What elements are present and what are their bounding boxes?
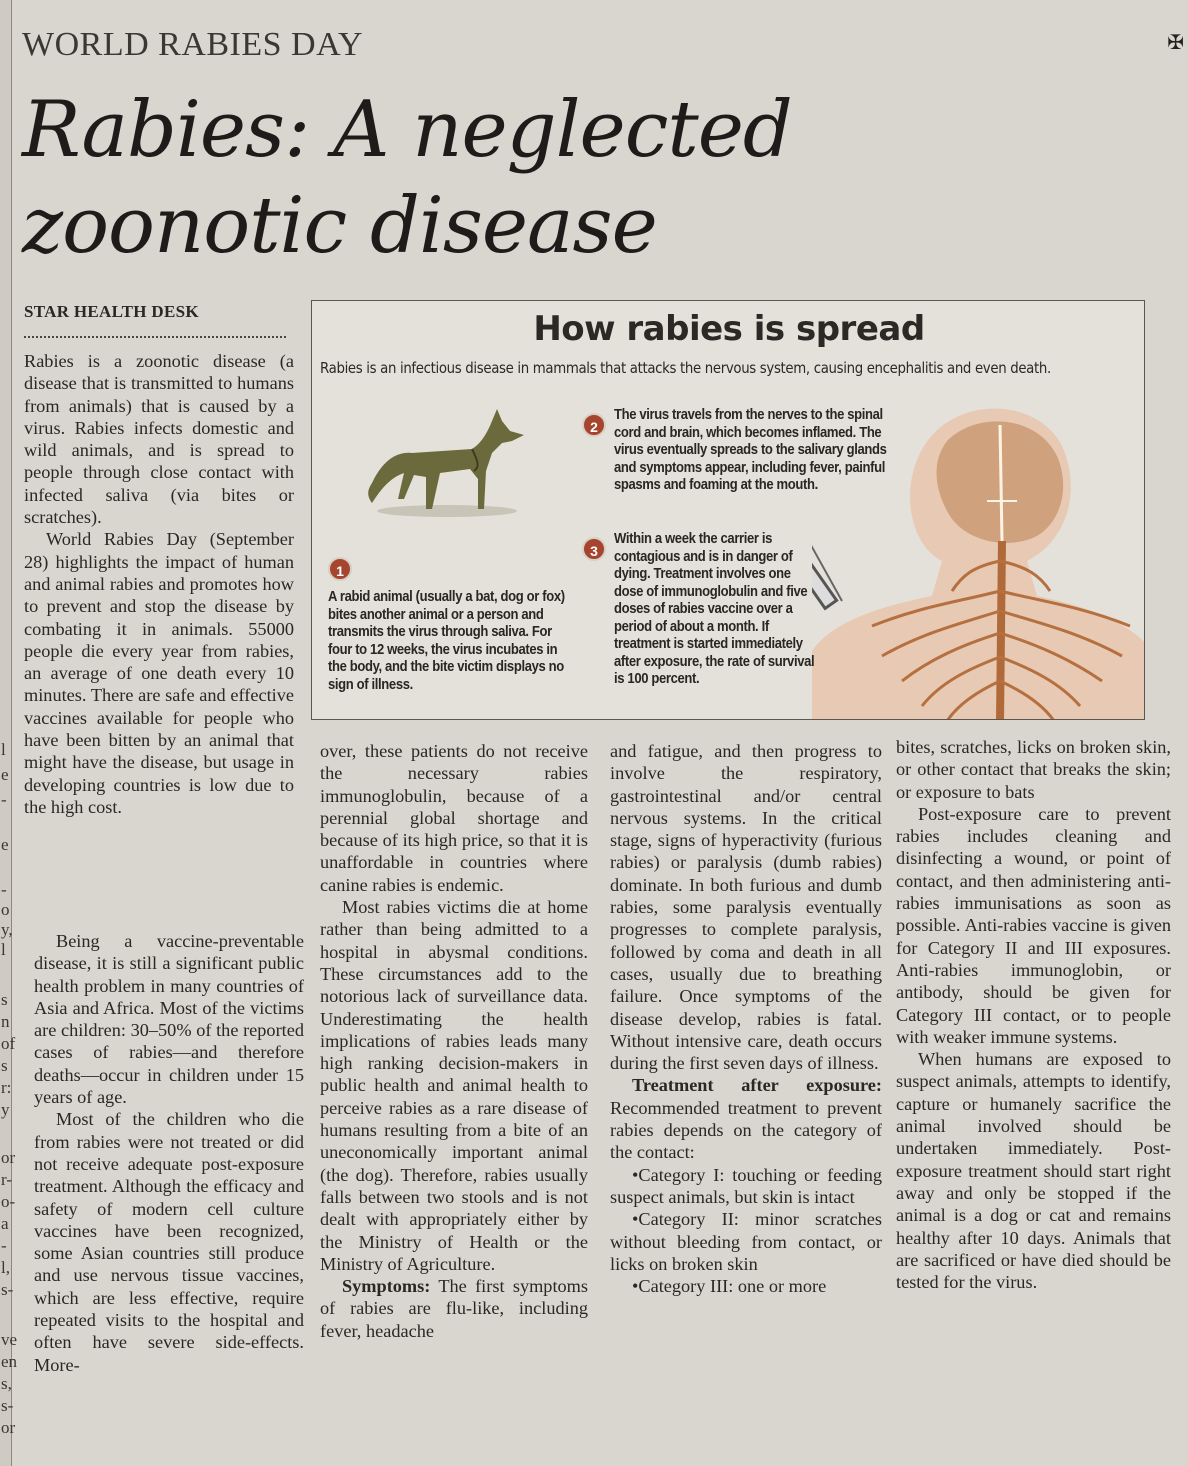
infographic-subtitle: Rabies is an infectious disease in mammals that attacks the nervous system, causing encephalitis and even death. bbox=[320, 359, 1051, 377]
paragraph: World Rabies Day (September 28) highlights the impact of human and animal rabies and promotes how to prevent and stop the disease by combating it in animals. 55000 people die every year from rabies, an average of one death every 10 minutes. There are safe and effective vaccines available for people who have been bitten by an animal that might have the disease, but usage in developing countries is low due to the high cost. bbox=[24, 529, 294, 817]
article-column-3 bbox=[610, 740, 882, 1297]
adjacent-column-fragment: y bbox=[1, 1100, 10, 1119]
paragraph: over, these patients do not receive the necessary rabies immunoglobulin, because of a perennial global shortage and because of its high price, so that it is unaffordable in countries where canine rabies is endemic. bbox=[320, 741, 588, 895]
byline-divider bbox=[24, 336, 286, 338]
adjacent-column-fragment: s, bbox=[1, 1374, 12, 1393]
adjacent-column-fragment: l bbox=[1, 940, 6, 959]
adjacent-column-fragment: s- bbox=[1, 1396, 14, 1415]
adjacent-column-fragment: e bbox=[1, 835, 9, 854]
paragraph: Most of the children who die from rabies were not treated or did not receive adequate post-exposure treatment. Although the efficacy and safety of modern cell culture vaccines have been recognized, some Asian countries still produce and use nervous tissue vaccines, which are less effective, require repeated visits to the hospital and often have severe side-effects. More- bbox=[34, 1109, 304, 1375]
adjacent-column-fragment: l, bbox=[1, 1258, 10, 1277]
step-1-text: A rabid animal (usually a bat, dog or fox) bites another animal or a person and transmits the virus through saliva. For four to 12 weeks, the virus incubates in the body, and the bite victim displays no sign of illness. bbox=[328, 589, 565, 693]
section-kicker: WORLD RABIES DAY bbox=[22, 26, 364, 63]
step-2-text: The virus travels from the nerves to the spinal cord and brain, which becomes inflamed. The virus eventually spreads to the salivary glands and symptoms appear, including fever, painful spasms and foaming at the mouth. bbox=[614, 407, 887, 493]
treatment-subhead: Treatment after exposure: bbox=[632, 1075, 882, 1096]
infographic-box bbox=[311, 300, 1145, 720]
paragraph: Being a vaccine-preventable disease, it is still a significant public health problem in many countries of Asia and Africa. Most of the victims are children: 30–50% of the reported cases of rabies—and therefore deaths—occur in children under 15 years of age. bbox=[34, 931, 304, 1108]
paragraph: Rabies is a zoonotic disease (a disease that is transmitted to humans from animals) that is caused by a virus. Rabies infects domestic and wild animals, and is spread to people through close contact with infected saliva (via bites or scratches). bbox=[24, 351, 294, 528]
adjacent-column-fragment: e bbox=[1, 765, 9, 784]
paragraph-text: Recommended treatment to prevent rabies depends on the category of the contact: bbox=[610, 1097, 882, 1163]
adjacent-column-fragment: en bbox=[1, 1352, 18, 1371]
headline-line-1: Rabies: A neglected bbox=[22, 85, 792, 175]
paragraph-text: The first symptoms of rabies are flu-like, including fever, headache bbox=[320, 1276, 588, 1341]
headline bbox=[22, 82, 1022, 274]
adjacent-column-fragment: a bbox=[1, 1214, 9, 1233]
adjacent-column-fragment: or bbox=[1, 1418, 16, 1437]
headline-line-2: zoonotic disease bbox=[22, 181, 657, 271]
paragraph: bites, scratches, licks on broken skin, or other contact that breaks the skin; or exposure to bats bbox=[896, 737, 1171, 802]
category-2-item: •Category II: minor scratches without bleeding from contact, or licks on broken skin bbox=[610, 1209, 882, 1274]
article-column-4 bbox=[896, 736, 1171, 1293]
adjacent-column-fragment: o- bbox=[1, 1192, 16, 1211]
paragraph: Most rabies victims die at home rather than being admitted to a hospital in abysmal conditions. These circumstances add to the notorious lack of surveillance data. Underestimating the health implications of rabies leads many high ranking decision-makers in public health and animal health to perceive rabies as a rare disease of humans resulting from a bite of an uneconomically important animal (the dog). Therefore, rabies usually falls between two stools and is not dealt with appropriately either by the Ministry of Health or the Ministry of Agriculture. bbox=[320, 897, 588, 1274]
symptoms-subhead: Symptoms: bbox=[342, 1276, 431, 1297]
adjacent-column-fragment: s- bbox=[1, 1280, 14, 1299]
adjacent-column-fragment: o bbox=[1, 900, 10, 919]
adjacent-column-fragment: of bbox=[1, 1034, 16, 1053]
adjacent-column-fragment: r- bbox=[1, 1170, 12, 1189]
article-column-1 bbox=[24, 350, 294, 818]
adjacent-column-fragment: y, bbox=[1, 920, 13, 939]
paragraph: and fatigue, and then progress to involve the respiratory, gastrointestinal and/or central nervous systems. In the critical stage, signs of hyperactivity (furious rabies) or paralysis (dumb rabies) dominate. In both furious and dumb rabies, some paralysis eventually progresses to complete paralysis, followed by coma and death in all cases, usually due to breathing failure. Once symptoms of the disease develop, rabies is fatal. Without intensive care, death occurs during the first seven days of illness. bbox=[610, 741, 882, 1074]
byline: STAR HEALTH DESK bbox=[24, 302, 199, 321]
adjacent-column-fragment: - bbox=[1, 790, 7, 809]
step-1-badge: 1 bbox=[328, 557, 352, 581]
category-1-item: •Category I: touching or feeding suspect animals, but skin is intact bbox=[610, 1164, 882, 1207]
article-column-2 bbox=[320, 740, 588, 1342]
paragraph: When humans are exposed to suspect animals, attempts to identify, capture or humanely sacrifice the animal involved should be undertaken immediately. Post-exposure treatment should start right away and only be stopped if the animal is a dog or cat and remains healthy after 10 days. Animals that are sacrificed or have died should be tested for the virus. bbox=[896, 1049, 1171, 1293]
adjacent-column-fragment: - bbox=[1, 1236, 7, 1255]
adjacent-column-fragments bbox=[0, 0, 18, 1466]
page-corner-mark: ✠ bbox=[1167, 32, 1184, 54]
adjacent-column-fragment: n bbox=[1, 1012, 10, 1031]
adjacent-column-fragment: l bbox=[1, 740, 6, 759]
paragraph bbox=[320, 1275, 588, 1342]
infographic-title: How rabies is spread bbox=[533, 309, 925, 349]
adjacent-column-fragment: s bbox=[1, 990, 8, 1009]
paragraph bbox=[610, 1074, 882, 1163]
category-3-item: •Category III: one or more bbox=[632, 1276, 827, 1297]
adjacent-column-fragment: or bbox=[1, 1148, 16, 1167]
adjacent-column-fragment: - bbox=[1, 880, 7, 899]
adjacent-column-fragment: r: bbox=[1, 1078, 12, 1097]
fox-illustration bbox=[352, 391, 532, 521]
adjacent-column-fragment: s bbox=[1, 1056, 8, 1075]
step-3-badge: 3 bbox=[582, 537, 606, 561]
step-2-badge: 2 bbox=[582, 413, 606, 437]
step-3-text: Within a week the carrier is contagious and is in danger of dying. Treatment involves one dose of immunoglobulin and five doses of rabies vaccine over a period of about a month. If treatment is started immediately after exposure, the rate of survival is 100 percent. bbox=[614, 531, 815, 687]
paragraph: Post-exposure care to prevent rabies includes cleaning and disinfecting a wound, or point of contact, and then administering anti-rabies immunisations as soon as possible. Anti-rabies vaccine is given for Category II and III exposures. Anti-rabies immunoglobin, or antibody, should be given for Category III contact, or to people with weaker immune systems. bbox=[896, 803, 1171, 1047]
adjacent-column-fragment: ve bbox=[1, 1330, 18, 1349]
article-column-1-continued bbox=[34, 930, 304, 1376]
